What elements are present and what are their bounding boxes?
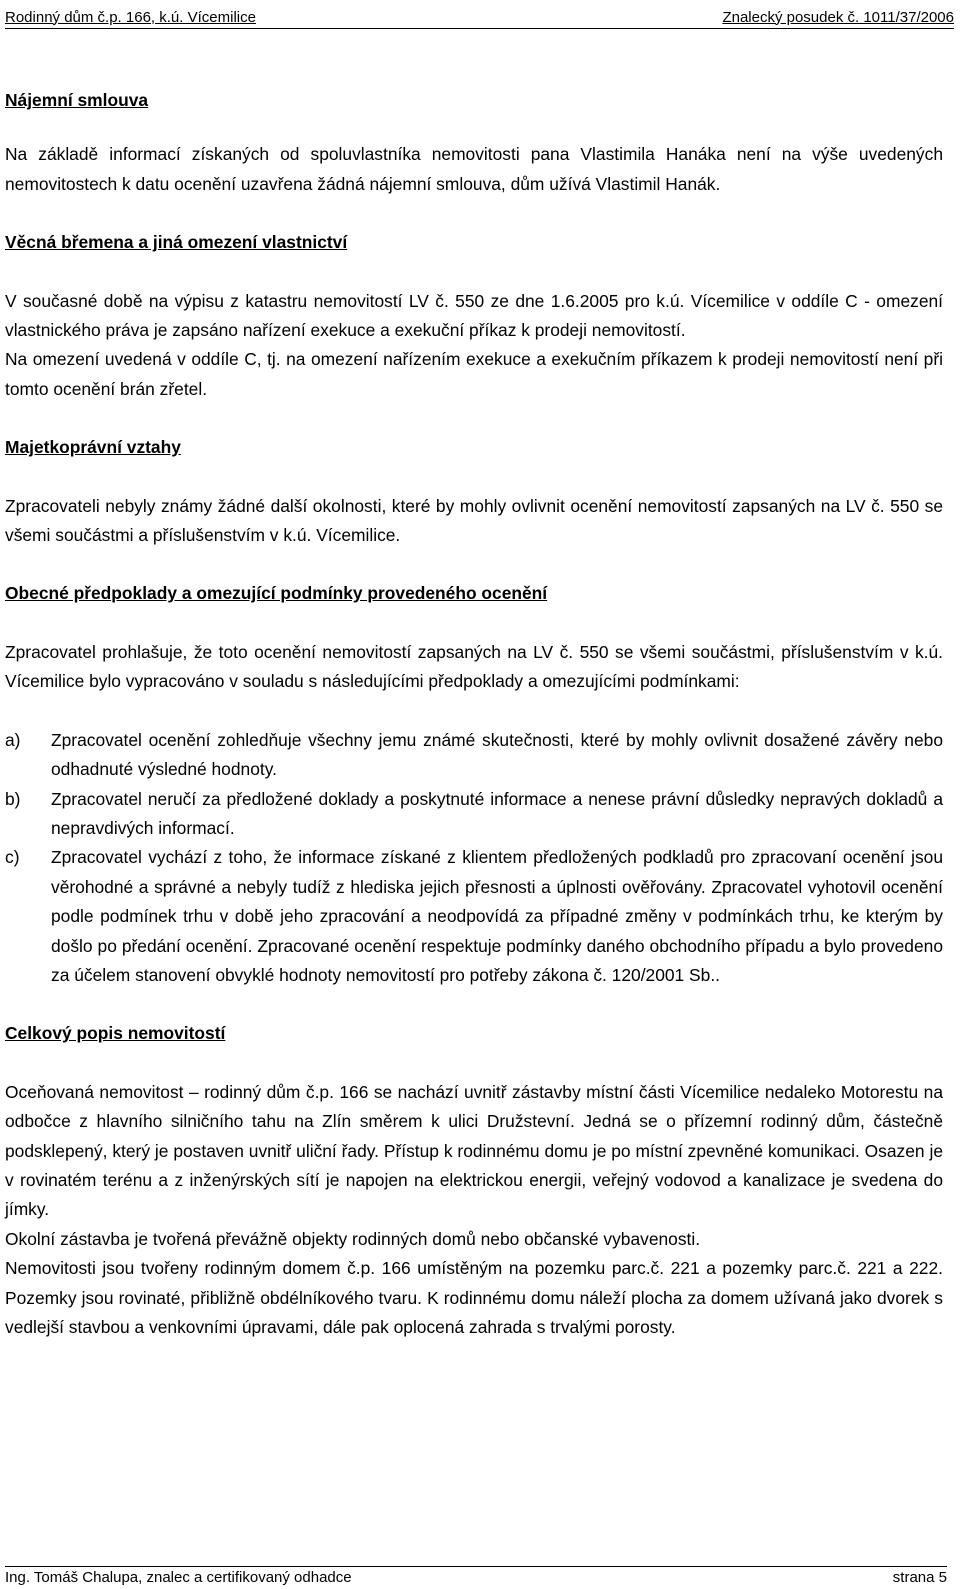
list-item-text: Zpracovatel vychází z toho, že informace získané z klientem předložených podkladů pro zpracovaní ocenění jsou věrohodné a správné a nebyly tudíž z hlediska jejich přesnosti a úplnosti ověřovány. Zpracovatel vyhotovil ocenění podle podmínek trhu v době jeho zpracování a neodpovídá za případné změny v podmínkách trhu, ke kterým by došlo po předání ocenění. Zpracované ocenění respektuje podmínky daného obchodního případu a bylo provedeno za účelem stanovení obvyklé hodnoty nemovitostí pro potřeby zákona č. 120/2001 Sb.. — [51, 847, 943, 985]
footer-author: Ing. Tomáš Chalupa, znalec a certifikovaný odhadce — [5, 1569, 352, 1586]
header-left: Rodinný dům č.p. 166, k.ú. Vícemilice — [5, 8, 256, 26]
page-footer — [5, 1566, 947, 1586]
list-item — [5, 726, 943, 785]
list-marker: b) — [5, 788, 21, 809]
popis-paragraph-2: Okolní zástavba je tvořená převážně objekty rodinných domů nebo občanské vybavenosti. — [5, 1228, 701, 1249]
section-title-popis: Celkový popis nemovitostí — [5, 1023, 226, 1044]
document-body — [5, 86, 943, 1342]
page-number: strana 5 — [892, 1569, 947, 1586]
majetko-paragraph: Zpracovateli nebyly známy žádné další okolnosti, které by mohly ovlivnit ocenění nemovitostí zapsaných na LV č. 550 se všemi součástmi a příslušenstvím v k.ú. Vícemilice. — [5, 495, 943, 546]
header-right: Znalecký posudek č. 1011/37/2006 — [722, 8, 954, 26]
page-header — [5, 6, 954, 29]
section-title-predpoklady: Obecné předpoklady a omezující podmínky provedeného ocenění — [5, 583, 548, 604]
list-item-text: Zpracovatel neručí za předložené doklady a poskytnuté informace a nenese právní důsledky nepravých dokladů a nepravdivých informací. — [51, 788, 943, 838]
section-title-najem: Nájemní smlouva — [5, 90, 149, 110]
bremena-paragraph-1: V současné době na výpisu z katastru nemovitostí LV č. 550 ze dne 1.6.2005 pro k.ú. Vícemilice v oddíle C - omezení vlastnického práva je zapsáno nařízení exekuce a exekuční příkaz k prodeji nemovitostí. — [5, 290, 943, 341]
popis-paragraph-3: Nemovitosti jsou tvořeny rodinným domem č.p. 166 umístěným na pozemku parc.č. 221 a pozemky parc.č. 221 a 222. Pozemky jsou rovinaté, přibližně obdélníkového tvaru. K rodinnému domu náleží plocha za domem užívaná jako dvorek s vedlejší stavbou a venkovními úpravami, dále pak oplocená zahrada s trvalými porosty. — [5, 1258, 943, 1337]
list-marker: c) — [5, 847, 20, 868]
najem-paragraph: Na základě informací získaných od spoluvlastníka nemovitosti pana Vlastimila Hanáka není na výše uvedených nemovitostech k datu ocenění uzavřena žádná nájemní smlouva, dům užívá Vlastimil Hanák. — [5, 144, 943, 194]
list-item — [5, 785, 943, 844]
section-title-majetko: Majetkoprávní vztahy — [5, 437, 181, 458]
section-title-bremena: Věcná břemena a jiná omezení vlastnictví — [5, 232, 348, 253]
predpoklady-paragraph: Zpracovatel prohlašuje, že toto ocenění nemovitostí zapsaných na LV č. 550 se všemi součástmi, příslušenstvím v k.ú. Vícemilice bylo vypracováno v souladu s následujícími předpoklady a omezujícími podmínkami: — [5, 641, 943, 692]
list-item — [5, 843, 943, 990]
conditions-list — [5, 726, 943, 991]
popis-paragraph-1: Oceňovaná nemovitost – rodinný dům č.p. 166 se nachází uvnitř zástavby místní části Vícemilice nedaleko Motorestu na odbočce z hlavního silničního tahu na Zlín směrem k ulici Družstevní. Jedná se o přízemní rodinný dům, částečně podsklepený, který je postaven uvnitř uliční řady. Přístup k rodinnému domu je po místní zpevněné komunikaci. Osazen je v rovinatém terénu a z inženýrských sítí je napojen na elektrickou energii, veřejný vodovod a kanalizace je svedena do jímky. — [5, 1081, 943, 1220]
list-marker: a) — [5, 729, 21, 750]
bremena-paragraph-2: Na omezení uvedená v oddíle C, tj. na omezení nařízením exekuce a exekučním příkazem k prodeji nemovitostí není při tomto ocenění brán zřetel. — [5, 349, 943, 399]
list-item-text: Zpracovatel ocenění zohledňuje všechny jemu známé skutečnosti, které by mohly ovlivnit dosažené závěry nebo odhadnuté výsledné hodnoty. — [51, 729, 943, 780]
